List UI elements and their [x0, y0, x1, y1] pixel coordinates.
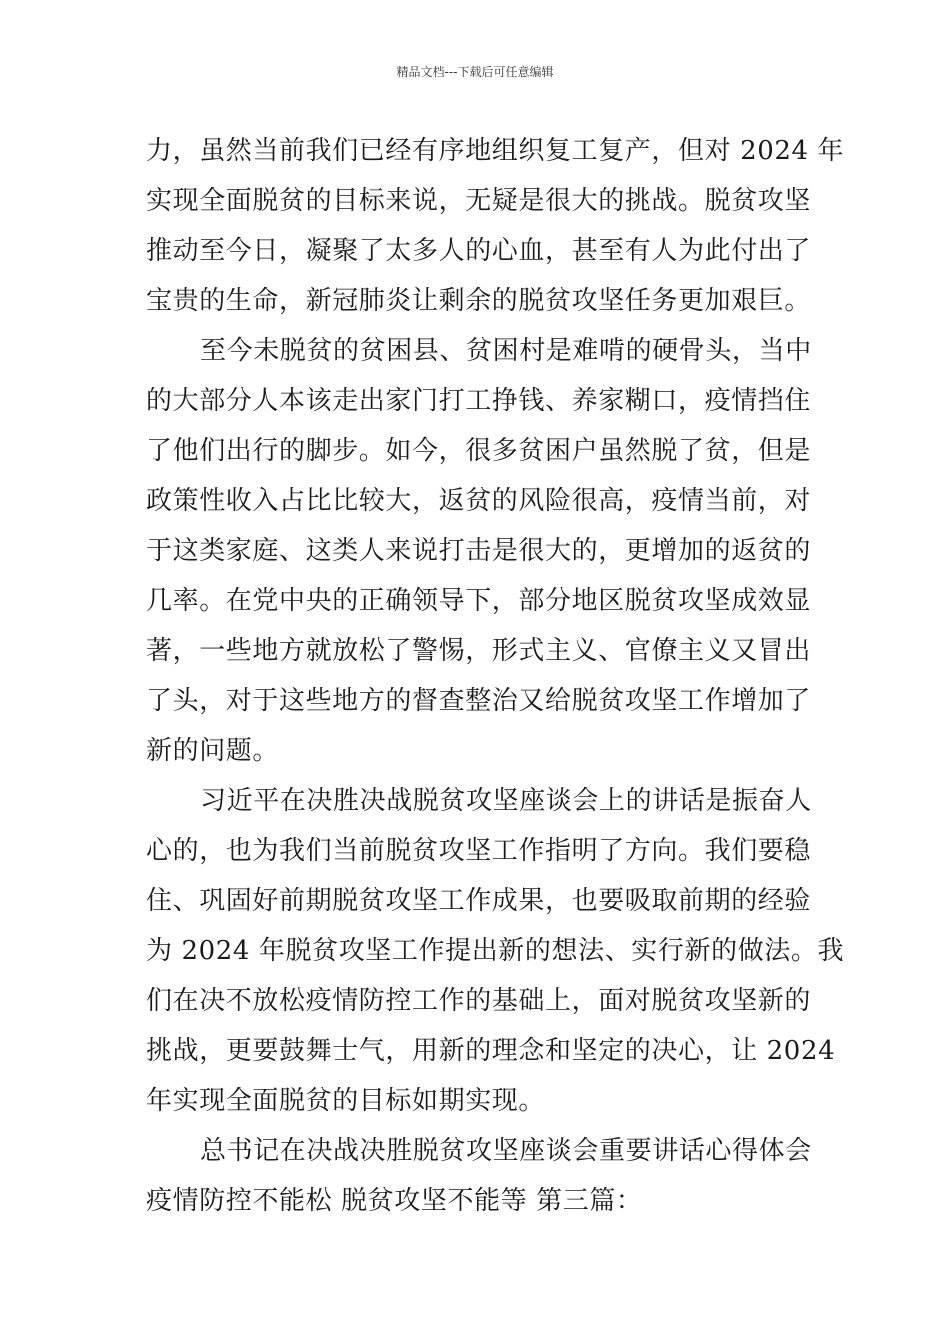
text-line: 实现全面脱贫的目标来说，无疑是很大的挑战。脱贫攻坚 [146, 186, 812, 216]
text-line: 们在决不放松疫情防控工作的基础上，面对脱贫攻坚新的 [146, 986, 812, 1016]
text-line: 几率。在党中央的正确领导下，部分地区脱贫攻坚成效显 [146, 586, 812, 616]
text-line: 年实现全面脱贫的目标如期实现。 [146, 1086, 546, 1116]
paragraph [146, 326, 812, 776]
text-line: 了头，对于这些地方的督查整治又给脱贫攻坚工作增加了 [146, 686, 812, 716]
document-body [146, 126, 845, 1226]
text-line: 心的，也为我们当前脱贫攻坚工作指明了方向。我们要稳 [146, 836, 812, 866]
paragraph [146, 1126, 812, 1226]
text-line: 著，一些地方就放松了警惕，形式主义、官僚主义又冒出 [146, 636, 812, 666]
text-line: 习近平在决胜决战脱贫攻坚座谈会上的讲话是振奋人 [200, 786, 812, 816]
text-line: 住、巩固好前期脱贫攻坚工作成果，也要吸取前期的经验 [146, 886, 812, 916]
text-line: 的大部分人本该走出家门打工挣钱、养家糊口，疫情挡住 [146, 386, 812, 416]
text-line: 至今未脱贫的贫困县、贫困村是难啃的硬骨头，当中 [200, 336, 812, 366]
text-line: 疫情防控不能松 脱贫攻坚不能等 第三篇： [146, 1186, 643, 1216]
text-line: 政策性收入占比比较大，返贫的风险很高，疫情当前，对 [146, 486, 812, 516]
paragraph [146, 126, 845, 326]
text-line: 为 2024 年脱贫攻坚工作提出新的想法、实行新的做法。我 [146, 936, 845, 966]
text-line: 总书记在决战决胜脱贫攻坚座谈会重要讲话心得体会 [200, 1136, 812, 1166]
text-line: 新的问题。 [146, 736, 280, 766]
paragraph [146, 776, 845, 1126]
text-line: 于这类家庭、这类人来说打击是很大的，更增加的返贫的 [146, 536, 812, 566]
text-line: 推动至今日，凝聚了太多人的心血，甚至有人为此付出了 [146, 236, 812, 266]
text-line: 宝贵的生命，新冠肺炎让剩余的脱贫攻坚任务更加艰巨。 [146, 286, 812, 316]
text-line: 了他们出行的脚步。如今，很多贫困户虽然脱了贫，但是 [146, 436, 812, 466]
text-line: 挑战，更要鼓舞士气，用新的理念和坚定的决心，让 2024 [146, 1036, 836, 1066]
text-line: 力，虽然当前我们已经有序地组织复工复产，但对 2024 年 [146, 136, 845, 166]
page-header: 精品文档---下载后可任意编辑 [396, 65, 554, 79]
